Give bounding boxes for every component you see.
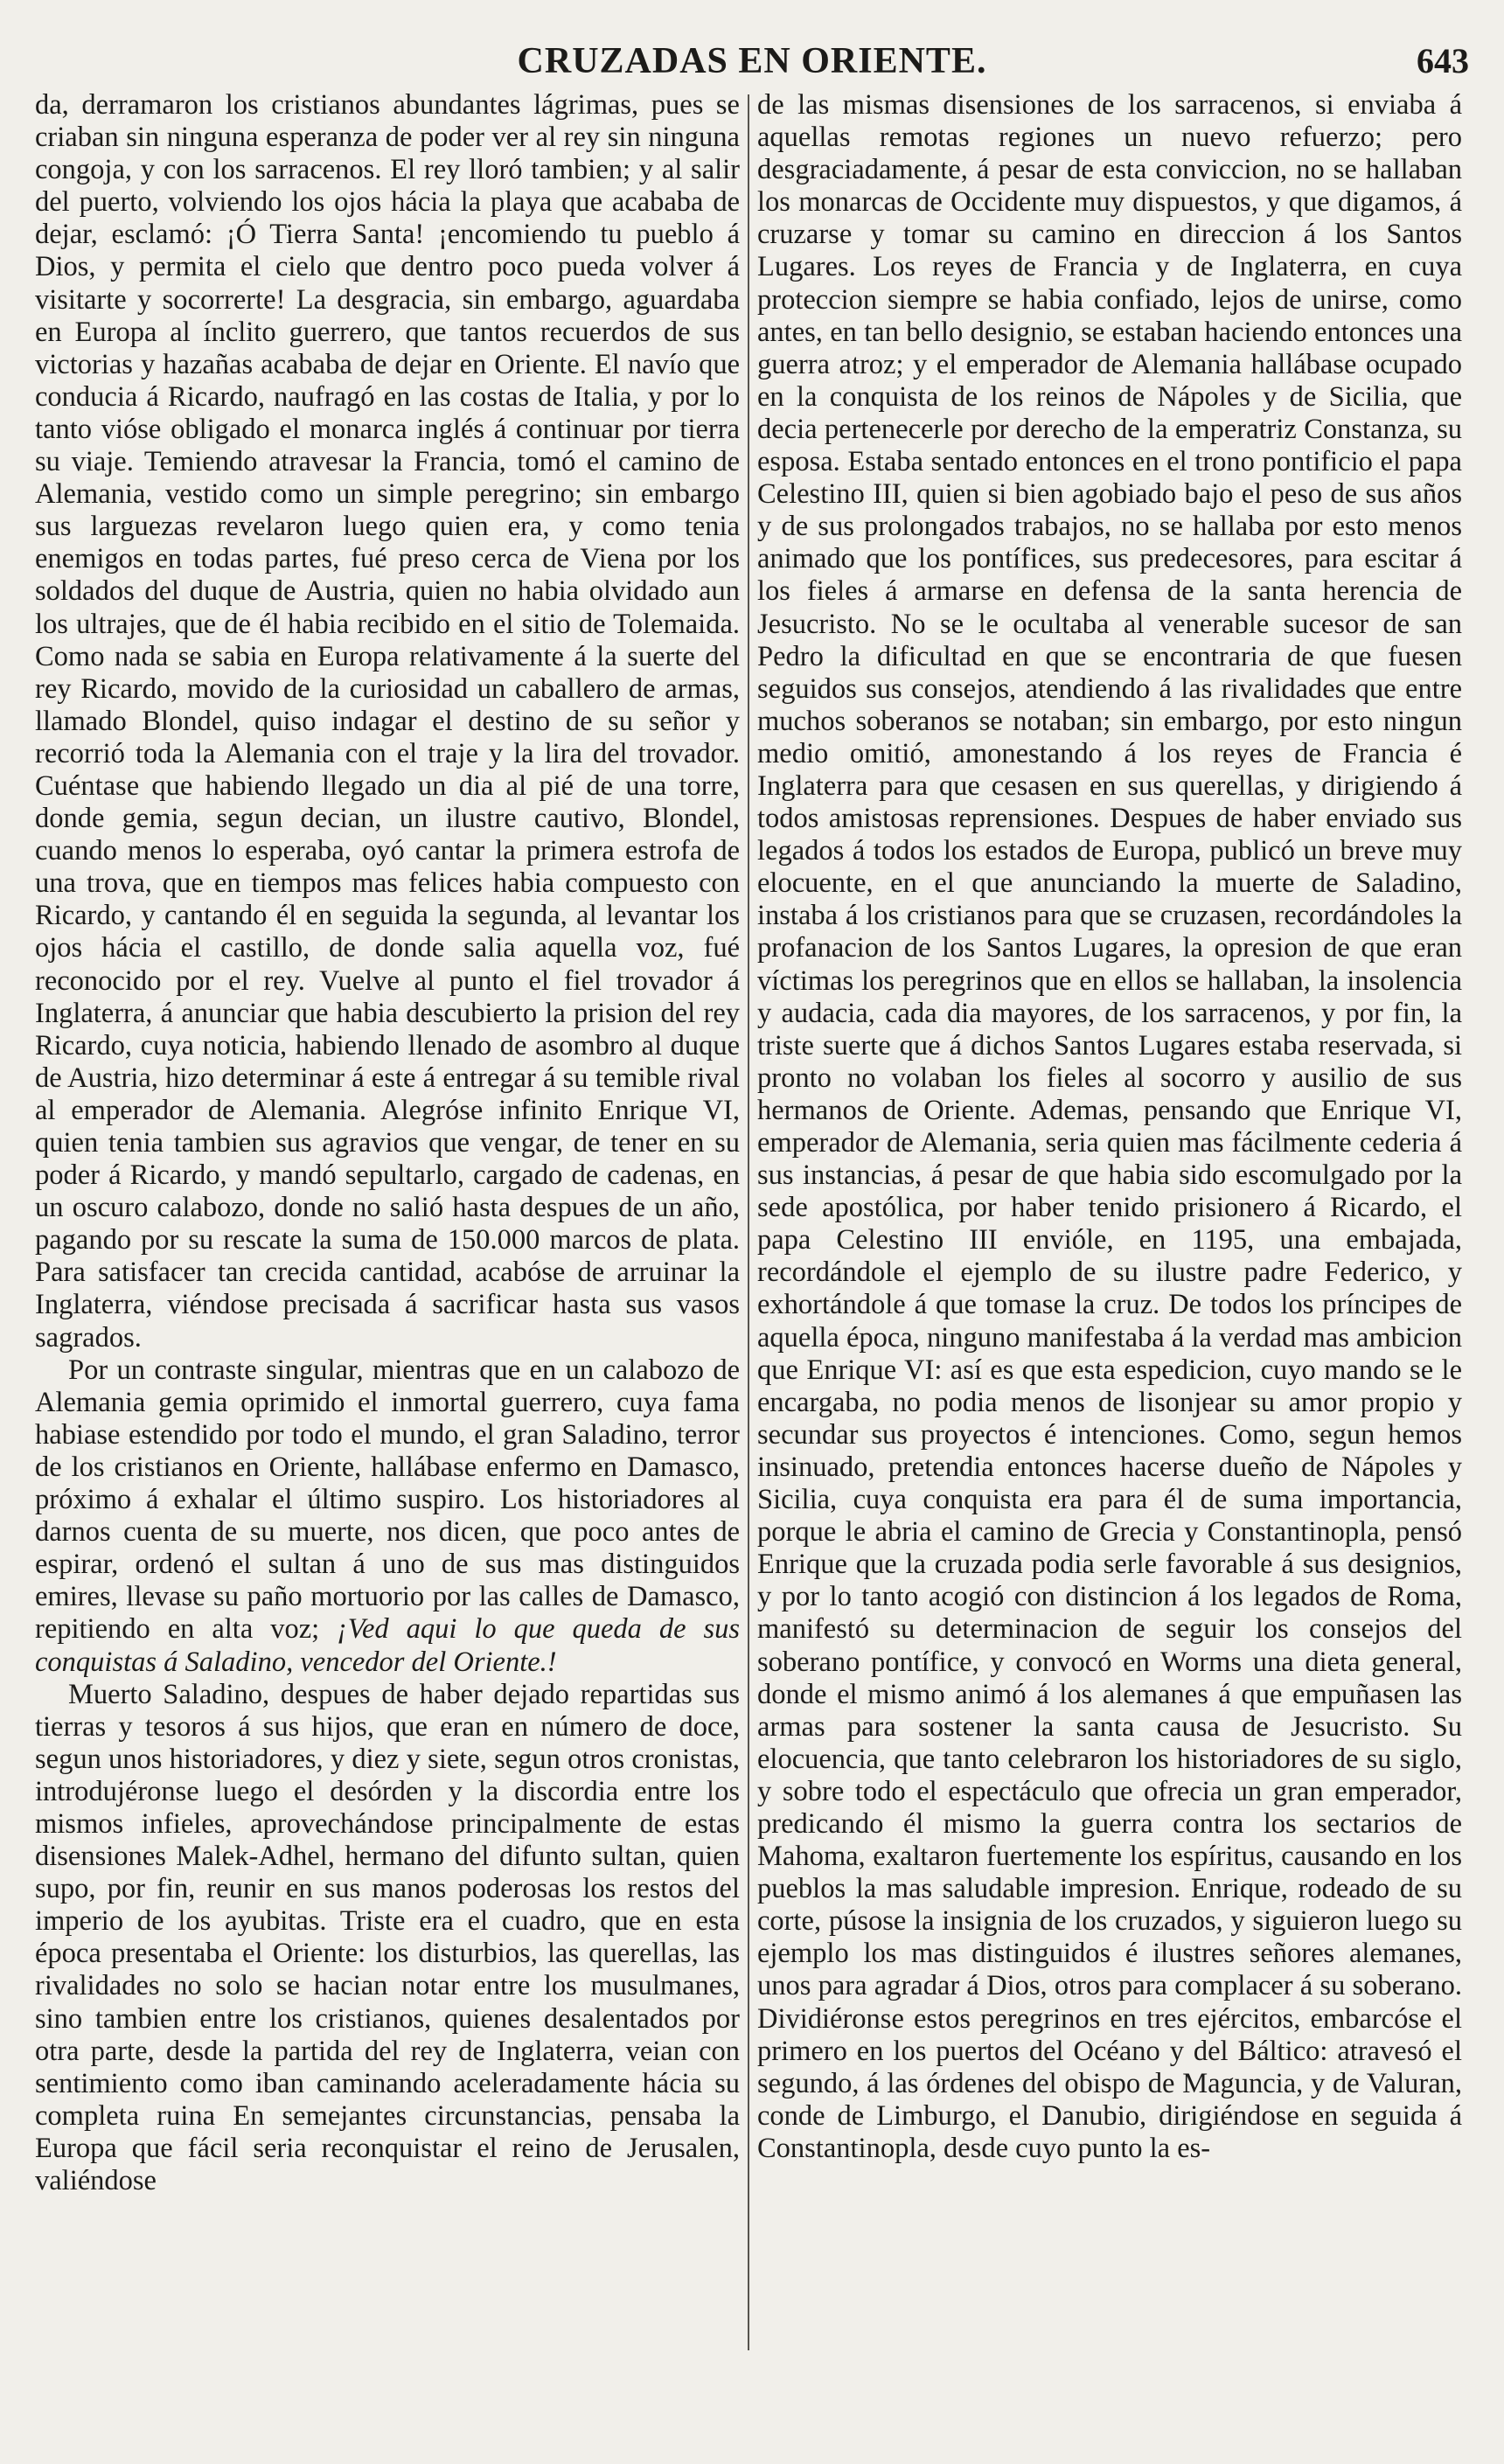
running-head bbox=[0, 38, 1504, 87]
left-column bbox=[35, 89, 740, 2441]
italic-quote: ¡Ved aqui lo que queda de sus conquistas á Saladino, vencedor del Oriente.! bbox=[35, 1613, 740, 1678]
running-title: CRUZADAS EN ORIENTE. bbox=[517, 41, 987, 81]
column-divider bbox=[748, 94, 749, 2350]
page-number: 643 bbox=[1417, 41, 1469, 80]
paragraph-text: Por un contraste singular, mientras que en un calabozo de Alemania gemia oprimido el inmortal guerrero, cuya fama habiase estendido por todo el mundo, el gran Saladino, terror de los cristianos en Oriente, hallábase enfermo en Damasco, próximo á exhalar el último suspiro. Los historiadores al darnos cuenta de su muerte, nos dicen, que poco antes de espirar, ordenó el sultan á uno de sus mas distinguidos emires, llevase su paño mortuorio por las calles de Damasco, repitiendo en alta voz; bbox=[35, 1354, 740, 1646]
paragraph: de las mismas disensiones de los sarracenos, si enviaba á aquellas remotas regiones un nuevo refuerzo; pero desgraciadamente, á pesar de esta conviccion, no se hallaban los monarcas de Occidente muy dispuestos, y que digamos, á cruzarse y tomar su camino en direccion á los Santos Lugares. Los reyes de Francia y de Inglaterra, en cuya proteccion siempre se habia confiado, lejos de unirse, como antes, en tan bello designio, se estaban haciendo entonces una guerra atroz; y el emperador de Alemania hallábase ocupado en la conquista de los reinos de Nápoles y de Sicilia, que decia pertenecerle por derecho de la emperatriz Constanza, su esposa. Estaba sentado entonces en el trono pontificio el papa Celestino III, quien si bien agobiado bajo el peso de sus años y de sus prolongados trabajos, no se hallaba por esto menos animado que los pontífices, sus predecesores, para escitar á los fieles á armarse en defensa de la santa herencia de Jesucristo. No se le ocultaba al venerable sucesor de san Pedro la dificultad en que se encontraria de que fuesen seguidos sus consejos, atendiendo á las rivalidades que entre muchos soberanos se notaban; sin embargo, por esto ningun medio omitió, amonestando á los reyes de Francia é Inglaterra para que cesasen en sus querellas, y dirigiendo á todos amistosas reprensiones. Despues de haber enviado sus legados á todos los estados de Europa, publicó un breve muy elocuente, en el que anunciando la muerte de Saladino, instaba á los cristianos para que se cruzasen, recordándoles la profanacion de los Santos Lugares, la opresion de que eran víctimas los peregrinos que en ellos se hallaban, la insolencia y audacia, cada dia mayores, de los sarracenos, y por fin, la triste suerte que á dichos Santos Lugares estaba reservada, si pronto no volaban los fieles al socorro y ausilio de sus hermanos de Oriente. Ademas, pensando que Enrique VI, emperador de Alemania, seria quien mas fácilmente cederia á sus instancias, á pesar de que habia sido escomulgado por la sede apostólica, por haber tenido prisionero á Ricardo, el papa Celestino III envióle, en 1195, una embajada, recordándole el ejemplo de su ilustre padre Federico, y exhortándole á que tomase la cruz. De todos los príncipes de aquella época, ninguno manifestaba á la verdad mas ambicion que Enrique VI: así es que esta espedicion, cuyo mando se le encargaba, no podia menos de lisonjear su amor propio y secundar sus proyectos é intenciones. Como, segun hemos insinuado, pretendia entonces hacerse dueño de Nápoles y Sicilia, cuya conquista era para él de suma importancia, porque le abria el camino de Grecia y Constantinopla, pensó Enrique que la cruzada podia serle favorable á sus designios, y por lo tanto acogió con distincion á los legados de Roma, manifestó su determinacion de seguir los consejos del soberano pontífice, y convocó en Worms una dieta general, donde el mismo animó á los alemanes á que empuñasen las armas para sostener la santa causa de Jesucristo. Su elocuencia, que tanto celebraron los historiadores de su siglo, y sobre todo el espectáculo que ofrecia un gran emperador, predicando él mismo la guerra contra los sectarios de Mahoma, exaltaron fuertemente los espíritus, causando en los pueblos la mas saludable impresion. Enrique, rodeado de su corte, púsose la insignia de los cruzados, y siguieron luego su ejemplo los mas distinguidos é ilustres señores alemanes, unos para agradar á Dios, otros para complacer á su soberano. Dividiéronse estos peregrinos en tres ejércitos, embarcóse el primero en los puertos del Océano y del Báltico: atravesó el segundo, á las órdenes del obispo de Maguncia, y de Valuran, conde de Limburgo, el Danubio, dirigiéndose en seguida á Constantinopla, desde cuyo punto la es- bbox=[757, 89, 1462, 2164]
paragraph: Muerto Saladino, despues de haber dejado repartidas sus tierras y tesoros á sus hijos, que eran en número de doce, segun unos historiadores, y diez y siete, segun otros cronistas, introdujéronse luego el desórden y la discordia entre los mismos infieles, aprovechándose principalmente de estas disensiones Malek-Adhel, hermano del difunto sultan, quien supo, por fin, reunir en sus manos poderosas los restos del imperio de los ayubitas. Triste era el cuadro, que en esta época presentaba el Oriente: los disturbios, las querellas, las rivalidades no solo se hacian notar entre los musulmanes, sino tambien entre los cristianos, quienes desalentados por otra parte, desde la partida del rey de Inglaterra, veian con sentimiento como iban caminando aceleradamente hácia su completa ruina En semejantes circunstancias, pensaba la Europa que fácil seria reconquistar el reino de Jerusalen, valiéndose bbox=[35, 1678, 740, 2196]
paragraph: da, derramaron los cristianos abundantes lágrimas, pues se criaban sin ninguna esperanza de poder ver al rey sin ninguna congoja, y con los sarracenos. El rey lloró tambien; y al salir del puerto, volviendo los ojos hácia la playa que acababa de dejar, esclamó: ¡Ó Tierra Santa! ¡encomiendo tu pueblo á Dios, y permita el cielo que dentro poco pueda volver á visitarte y socorrerte! La desgracia, sin embargo, aguardaba en Europa al ínclito guerrero, que tantos recuerdos de sus victorias y hazañas acababa de dejar en Oriente. El navío que conducia á Ricardo, naufragó en las costas de Italia, y por lo tanto vióse obligado el monarca inglés á continuar por tierra su viaje. Temiendo atravesar la Francia, tomó el camino de Alemania, vestido como un simple peregrino; sin embargo sus larguezas revelaron luego quien era, y como tenia enemigos en todas partes, fué preso cerca de Viena por los soldados del duque de Austria, quien no habia olvidado aun los ultrajes, que de él habia recibido en el sitio de Tolemaida. Como nada se sabia en Europa relativamente á la suerte del rey Ricardo, movido de la curiosidad un caballero de armas, llamado Blondel, quiso indagar el destino de su señor y recorrió toda la Alemania con el traje y la lira del trovador. Cuéntase que habiendo llegado un dia al pié de una torre, donde gemia, segun decian, un ilustre cautivo, Blondel, cuando menos lo esperaba, oyó cantar la primera estrofa de una trova, que en tiempos mas felices habia compuesto con Ricardo, y cantando él en seguida la segunda, al levantar los ojos hácia el castillo, de donde salia aquella voz, fué reconocido por el rey. Vuelve al punto el fiel trovador á Inglaterra, á anunciar que habia descubierto la prision del rey Ricardo, cuya noticia, habiendo llenado de asombro al duque de Austria, hizo determinar á este á entregar á su temible rival al emperador de Alemania. Alegróse infinito Enrique VI, quien tenia tambien sus agravios que vengar, de tener en su poder á Ricardo, y mandó sepultarlo, cargado de cadenas, en un oscuro calabozo, donde no salió hasta despues de un año, pagando por su rescate la suma de 150.000 marcos de plata. Para satisfacer tan crecida cantidad, acabóse de arruinar la Inglaterra, viéndose precisada á sacrificar hasta sus vasos sagrados. bbox=[35, 89, 740, 1354]
paragraph bbox=[35, 1354, 740, 1679]
right-column bbox=[757, 89, 1462, 2441]
